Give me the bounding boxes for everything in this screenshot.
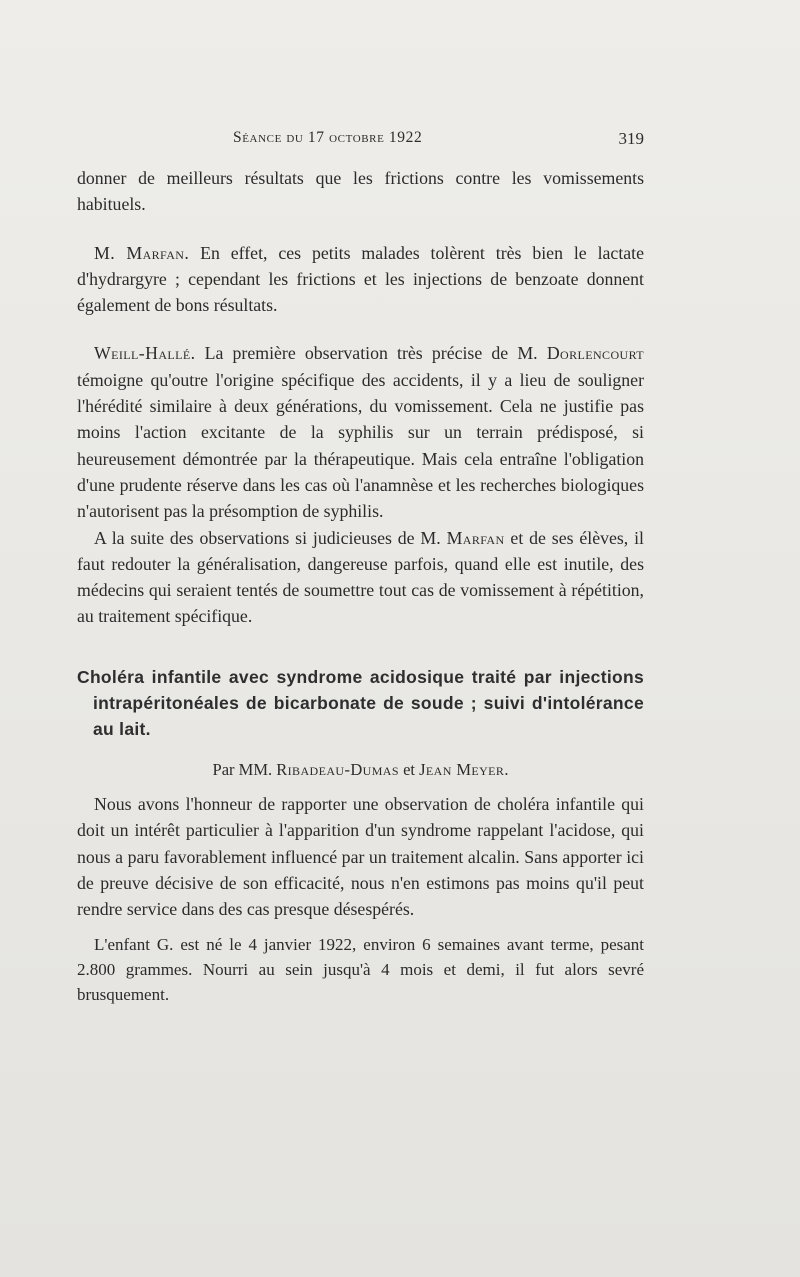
page-number: 319 [618, 129, 644, 148]
authors-suffix: . [504, 759, 509, 779]
cited-name: Marfan [446, 527, 505, 548]
article-title: Choléra infantile avec syndrome acidosique traité par injections intrapéritonéales de bicarbonate de soude ; suivi d'intolérance au lait. [77, 666, 644, 740]
author-name: Ribadeau-Dumas [276, 759, 399, 779]
paragraph-text: En effet, ces petits malades tolèrent très bien le lactate d'hydrargyre ; cependant les frictions et les injections de benzoate donnent également de bons résultats. [77, 242, 644, 316]
article-authors [77, 757, 644, 783]
paragraph-text: La première observation très précise de M. [195, 343, 547, 364]
running-head: Séance du 17 octobre 1922 [233, 129, 423, 146]
speaker-name: M. Marfan. [94, 242, 190, 263]
cited-name: Dorlencourt [546, 343, 644, 364]
paragraph-weill-halle [77, 340, 644, 524]
authors-prefix: Par MM. [212, 759, 277, 779]
page-header [78, 129, 644, 153]
author-name: Jean Meyer [419, 759, 505, 779]
article-paragraph: Nous avons l'honneur de rapporter une observation de choléra infantile qui doit un intérêt particulier à l'apparition d'un syndrome rappelant l'acidose, qui nous a paru favorablement influencé par un traitement alcalin. Sans apporter ici de preuve décisive de son efficacité, nous n'en estimons pas moins qu'il peut rendre service dans des cas presque désespérés. [77, 793, 644, 920]
paragraph-text: témoigne qu'outre l'origine spécifique des accidents, il y a lieu de souligner l'hérédité similaire à deux générations, du vomissement. Cela ne justifie pas moins l'action excitante de la syphilis sur un terrain prédisposé, si heureusement démontrée par la thérapeutique. Mais cela entraîne l'obligation d'une prudente réserve dans les cas où l'anamnèse et les recherches biologiques n'autorisent pas la présomption de syphilis. [77, 369, 644, 522]
paragraph-conclusion [77, 525, 644, 630]
paragraph-marfan [77, 240, 644, 319]
paragraph-text: donner de meilleurs résultats que les frictions contre les vomissements habituels. [77, 168, 644, 215]
speaker-name: Weill-Hallé. [94, 343, 196, 364]
paragraph-continuation [77, 165, 644, 218]
paragraph-text: et de ses élèves, il faut redouter la généralisation, dangereuse parfois, quand elle est inutile, des médecins qui seraient tentés de soumettre tout cas de vomissement à répétition, au traitement spécifique. [77, 527, 644, 627]
authors-join: et [398, 759, 420, 779]
article-paragraph: L'enfant G. est né le 4 janvier 1922, environ 6 semaines avant terme, pesant 2.800 grammes. Nourri au sein jusqu'à 4 mois et demi, il fut alors sevré brusquement. [77, 935, 644, 1005]
page-body [77, 165, 644, 1007]
paragraph-text: A la suite des observations si judicieuses de M. [94, 527, 447, 548]
